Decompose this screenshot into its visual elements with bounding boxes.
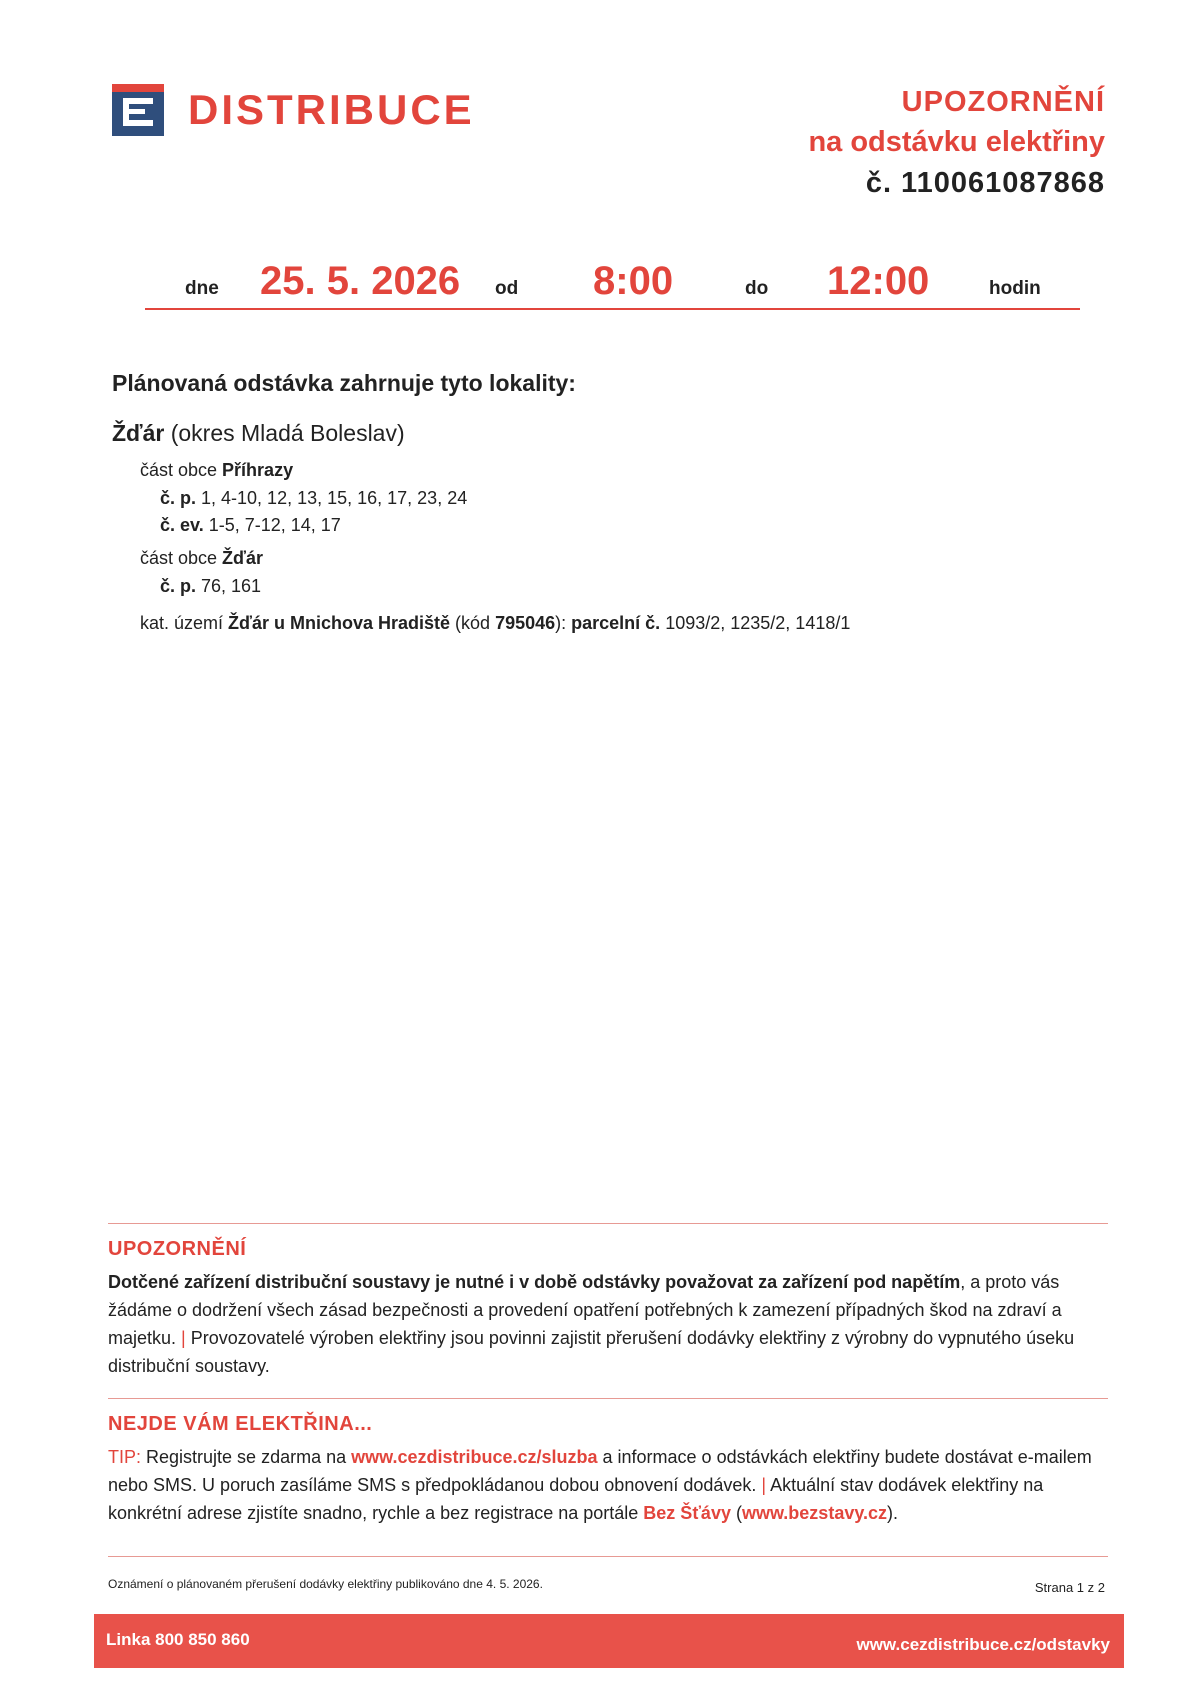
registration-link[interactable]: www.cezdistribuce.cz/sluzba [351, 1447, 598, 1467]
warning-text-1: , a proto vás žádáme o dodržení všech zásad bezpečnosti a provedení opatření potřebných k zamezení případných škod na zdraví a majetku. [108, 1272, 1062, 1348]
no-power-text [108, 1443, 1113, 1527]
warning-bold-text: Dotčené zařízení distribuční soustavy je nutné i v době odstávky považovat za zařízení pod napětím [108, 1272, 961, 1292]
tip-text-2: a informace o odstávkách elektřiny budete dostávat e-mailem nebo SMS. U poruch zasíláme SMS s předpokládanou dobou obnovení dodávek. [108, 1447, 1092, 1495]
tip-text-4: ( [730, 1503, 742, 1523]
notice-subtitle: na odstávku elektřiny [808, 126, 1105, 158]
ev-label: č. ev. [160, 515, 204, 535]
from-label: od [495, 278, 519, 299]
separator: | [761, 1475, 767, 1495]
tip-text-3: Aktuální stav dodávek elektřiny na konkrétní adrese zjistíte snadno, rychle a bez registrace na portále [108, 1475, 1044, 1523]
page-number: Strana 1 z 2 [1034, 1580, 1105, 1595]
warning-text [108, 1268, 1113, 1380]
notice-title: UPOZORNĚNÍ [901, 86, 1105, 118]
footer-url-link[interactable]: www.cezdistribuce.cz/odstavky [856, 1635, 1110, 1654]
locality-district: (okres Mladá Boleslav) [164, 420, 405, 446]
to-time: 12:00 [827, 259, 930, 303]
cez-logo-icon [112, 84, 164, 136]
cp-label: č. p. [160, 576, 197, 596]
bezstavy-link[interactable]: www.bezstavy.cz [741, 1503, 888, 1523]
kat-code-close: ): [555, 613, 572, 633]
part-of-village-1 [140, 460, 293, 481]
house-numbers-1 [160, 488, 467, 509]
kat-label: kat. území [140, 613, 229, 633]
locality-title [112, 420, 405, 447]
ev-values: 1-5, 7-12, 14, 17 [203, 515, 341, 535]
tip-label: TIP: [108, 1447, 142, 1467]
part-name: Příhrazy [222, 460, 294, 480]
warning-title: UPOZORNĚNÍ [108, 1238, 247, 1260]
house-numbers-2 [160, 576, 261, 597]
outage-date-row [145, 258, 1080, 310]
kat-code: 795046 [495, 613, 556, 633]
part-label: část obce [140, 460, 223, 480]
evidence-numbers-1 [160, 515, 341, 536]
kat-code-open: (kód [450, 613, 496, 633]
kat-name: Žďár u Mnichova Hradiště [228, 613, 451, 633]
divider [108, 1223, 1108, 1224]
cp-values: 76, 161 [196, 576, 262, 596]
brand-name: DISTRIBUCE [188, 86, 475, 133]
divider [108, 1398, 1108, 1399]
cadastral-line [140, 613, 850, 634]
cp-values: 1, 4-10, 12, 13, 15, 16, 17, 23, 24 [196, 488, 468, 508]
divider [108, 1556, 1108, 1557]
portal-name: Bez Šťávy [643, 1503, 731, 1523]
outage-date: 25. 5. 2026 [260, 259, 461, 303]
planned-heading: Plánovaná odstávka zahrnuje tyto lokality: [112, 370, 576, 396]
warning-text-2: Provozovatelé výroben elektřiny jsou povinni zajistit přerušení dodávky elektřiny z výrobny do vypnutého úseku distribuční soustavy. [108, 1328, 1075, 1376]
tip-text-1: Registrujte se zdarma na [141, 1447, 352, 1467]
cp-label: č. p. [160, 488, 197, 508]
from-time: 8:00 [593, 259, 674, 303]
footer-bar [94, 1614, 1124, 1668]
parcel-values: 1093/2, 1235/2, 1418/1 [660, 613, 851, 633]
part-label: část obce [140, 548, 223, 568]
locality-name: Žďár [112, 420, 165, 446]
notice-header [808, 82, 1105, 204]
separator: | [181, 1328, 186, 1348]
part-name: Žďár [222, 548, 263, 568]
published-note: Oznámení o plánovaném přerušení dodávky elektřiny publikováno dne 4. 5. 2026. [108, 1577, 543, 1591]
parcel-label: parcelní č. [571, 613, 661, 633]
part-of-village-2 [140, 548, 263, 569]
day-label: dne [185, 278, 219, 299]
tip-text-5: ). [887, 1503, 899, 1523]
to-label: do [745, 278, 769, 299]
hotline: Linka 800 850 860 [106, 1630, 250, 1649]
notice-number: č. 110061087868 [865, 167, 1105, 199]
no-power-title: NEJDE VÁM ELEKTŘINA... [108, 1413, 373, 1435]
hours-label: hodin [989, 278, 1041, 299]
